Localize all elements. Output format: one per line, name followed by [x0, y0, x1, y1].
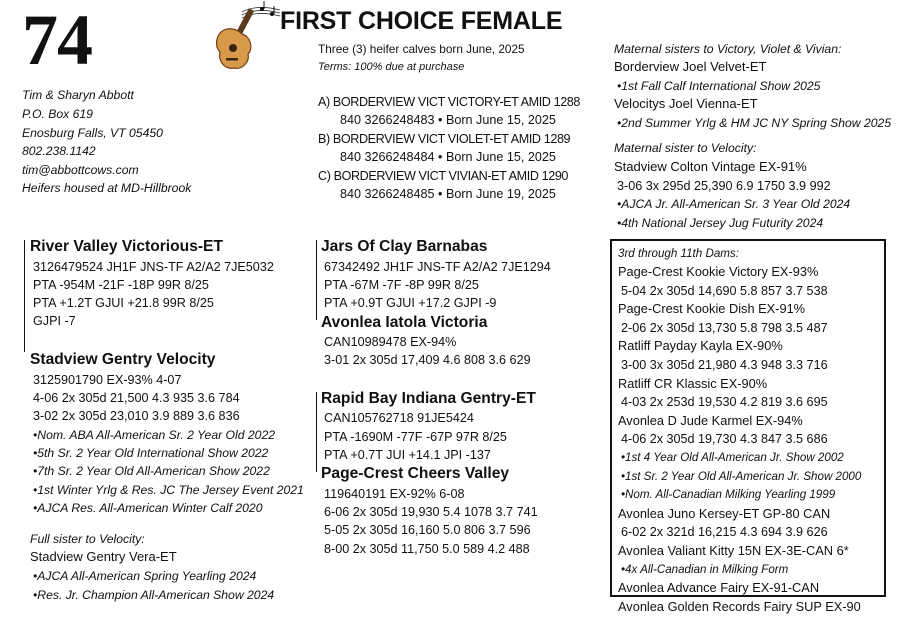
full-sister-name: Stadview Gentry Vera-ET	[30, 549, 177, 564]
ancestor-dam-name: Avonlea Juno Kersey-ET GP-80 CAN	[618, 506, 831, 521]
dam-honor: •7th Sr. 2 Year Old All-American Show 2022	[33, 464, 270, 478]
dam-sire-line: PTA -67M -7F -8P 99R 8/25	[324, 278, 479, 292]
sire-line: 3126479524 JH1F JNS-TF A2/A2 7JE5032	[33, 260, 274, 274]
ancestor-dam-name: Avonlea Golden Records Fairy SUP EX-90	[618, 599, 861, 614]
ancestor-dam-name: Ratliff CR Klassic EX-90%	[618, 376, 768, 391]
ancestor-dam-honor: •Nom. All-Canadian Milking Yearling 1999	[621, 488, 836, 501]
sire-line: PTA +1.2T GJUI +21.8 99R 8/25	[33, 296, 214, 310]
ancestor-dam-honor: •4x All-Canadian in Milking Form	[621, 563, 789, 576]
pedigree-bracket-sire	[24, 240, 25, 352]
ancestor-dam-record: 5-04 2x 305d 14,690 5.8 857 3.7 538	[621, 284, 828, 298]
acoustic-guitar-icon	[212, 0, 282, 72]
calf-a-name: A) BORDERVIEW VICT VICTORY-ET AMID 1288	[318, 95, 581, 109]
ancestor-dam-name: Avonlea D Jude Karmel EX-94%	[618, 413, 803, 428]
dam-name: Stadview Gentry Velocity	[30, 351, 216, 368]
calf-c-id: 840 3266248485 • Born June 19, 2025	[340, 187, 556, 201]
maternal-sister-honor: •2nd Summer Yrlg & HM JC NY Spring Show 2025	[617, 116, 892, 130]
consignor-email: tim@abbottcows.com	[22, 163, 139, 177]
dam-line: 3125901790 EX-93% 4-07	[33, 373, 182, 387]
ancestor-dam-record: 2-06 2x 305d 13,730 5.8 798 3.5 487	[621, 321, 828, 335]
sire-line: PTA -954M -21F -18P 99R 8/25	[33, 278, 209, 292]
pedigree-bracket-granddam-sire	[316, 392, 317, 472]
maternal-sister-name: Velocitys Joel Vienna-ET	[614, 96, 758, 111]
offer-description: Three (3) heifer calves born June, 2025	[318, 42, 525, 56]
ancestor-dam-honor: •1st Sr. 2 Year Old All-American Jr. Show 2000	[621, 470, 862, 483]
granddam-sire-line: PTA -1690M -77F -67P 97R 8/25	[324, 430, 507, 444]
dam-honor: •AJCA Res. All-American Winter Calf 2020	[33, 501, 263, 515]
dam-honor: •Nom. ABA All-American Sr. 2 Year Old 2022	[33, 428, 276, 442]
dam-sire-line: PTA +0.9T GJUI +17.2 GJPI -9	[324, 296, 497, 310]
full-sister-honor: •Res. Jr. Champion All-American Show 2024	[33, 588, 275, 602]
maternal-sister-velocity-honor: •4th National Jersey Jug Futurity 2024	[617, 216, 824, 230]
dams-box-label: 3rd through 11th Dams:	[618, 247, 739, 260]
dam-sire-line: 67342492 JH1F JNS-TF A2/A2 7JE1294	[324, 260, 551, 274]
granddam-sire-name: Rapid Bay Indiana Gentry-ET	[321, 390, 536, 407]
ancestor-dam-name: Page-Crest Kookie Dish EX-91%	[618, 301, 806, 316]
pedigree-bracket-dam-sire	[316, 240, 317, 320]
consignor-phone: 802.238.1142	[22, 144, 96, 158]
maternal-sister-honor: •1st Fall Calf International Show 2025	[617, 79, 821, 93]
great-granddam-name: Page-Crest Cheers Valley	[321, 465, 510, 482]
consignor-note: Heifers housed at MD-Hillbrook	[22, 181, 192, 195]
dam-record: 3-02 2x 305d 23,010 3.9 889 3.6 836	[33, 409, 240, 423]
consignor-address2: Enosburg Falls, VT 05450	[22, 126, 163, 140]
maternal-sister-velocity-honor: •AJCA Jr. All-American Sr. 3 Year Old 2024	[617, 197, 851, 211]
granddam-line: CAN10989478 EX-94%	[324, 335, 457, 349]
calf-c-name: C) BORDERVIEW VICT VIVIAN-ET AMID 1290	[318, 169, 569, 183]
granddam-sire-line: CAN105762718 91JE5424	[324, 411, 474, 425]
great-granddam-line: 119640191 EX-92% 6-08	[324, 487, 465, 501]
great-granddam-record: 6-06 2x 305d 19,930 5.4 1078 3.7 741	[324, 505, 538, 519]
great-granddam-record: 5-05 2x 305d 16,160 5.0 806 3.7 596	[324, 523, 531, 537]
page-title: FIRST CHOICE FEMALE	[280, 7, 563, 35]
granddam-sire-line: PTA +0.7T JUI +14.1 JPI -137	[324, 448, 491, 462]
calf-a-id: 840 3266248483 • Born June 15, 2025	[340, 113, 556, 127]
granddam-name: Avonlea Iatola Victoria	[321, 314, 488, 331]
granddam-record: 3-01 2x 305d 17,409 4.6 808 3.6 629	[324, 353, 531, 367]
full-sister-label: Full sister to Velocity:	[30, 532, 145, 546]
ancestor-dam-name: Avonlea Valiant Kitty 15N EX-3E-CAN 6*	[618, 543, 849, 558]
dam-sire-name: Jars Of Clay Barnabas	[321, 238, 488, 255]
maternal-sister-velocity-label: Maternal sister to Velocity:	[614, 141, 757, 155]
calf-b-name: B) BORDERVIEW VICT VIOLET-ET AMID 1289	[318, 132, 571, 146]
dam-honor: •1st Winter Yrlg & Res. JC The Jersey Event 2021	[33, 483, 304, 497]
sire-name: River Valley Victorious-ET	[30, 238, 223, 255]
maternal-sister-velocity-record: 3-06 3x 295d 25,390 6.9 1750 3.9 992	[617, 179, 831, 193]
maternal-sisters-label: Maternal sisters to Victory, Violet & Vivian:	[614, 42, 842, 56]
maternal-sister-velocity-name: Stadview Colton Vintage EX-91%	[614, 159, 807, 174]
maternal-sister-name: Borderview Joel Velvet-ET	[614, 59, 767, 74]
calf-b-id: 840 3266248484 • Born June 15, 2025	[340, 150, 556, 164]
ancestor-dam-name: Page-Crest Kookie Victory EX-93%	[618, 264, 819, 279]
ancestor-dam-name: Avonlea Advance Fairy EX-91-CAN	[618, 580, 820, 595]
ancestor-dam-record: 4-03 2x 253d 19,530 4.2 819 3.6 695	[621, 395, 828, 409]
consignor-name: Tim & Sharyn Abbott	[22, 88, 134, 102]
ancestor-dam-name: Ratliff Payday Kayla EX-90%	[618, 338, 783, 353]
dam-record: 4-06 2x 305d 21,500 4.3 935 3.6 784	[33, 391, 240, 405]
ancestor-dam-honor: •1st 4 Year Old All-American Jr. Show 2002	[621, 451, 844, 464]
ancestor-dam-record: 3-00 3x 305d 21,980 4.3 948 3.3 716	[621, 358, 828, 372]
ancestor-dam-record: 4-06 2x 305d 19,730 4.3 847 3.5 686	[621, 432, 828, 446]
full-sister-honor: •AJCA All-American Spring Yearling 2024	[33, 569, 257, 583]
ancestor-dam-record: 6-02 2x 321d 16,215 4.3 694 3.9 626	[621, 525, 828, 539]
offer-terms: Terms: 100% due at purchase	[318, 61, 465, 73]
great-granddam-record: 8-00 2x 305d 11,750 5.0 589 4.2 488	[324, 542, 530, 556]
consignor-address1: P.O. Box 619	[22, 107, 93, 121]
sire-line: GJPI -7	[33, 314, 76, 328]
dam-honor: •5th Sr. 2 Year Old International Show 2022	[33, 446, 269, 460]
lot-number: 74	[22, 0, 92, 80]
